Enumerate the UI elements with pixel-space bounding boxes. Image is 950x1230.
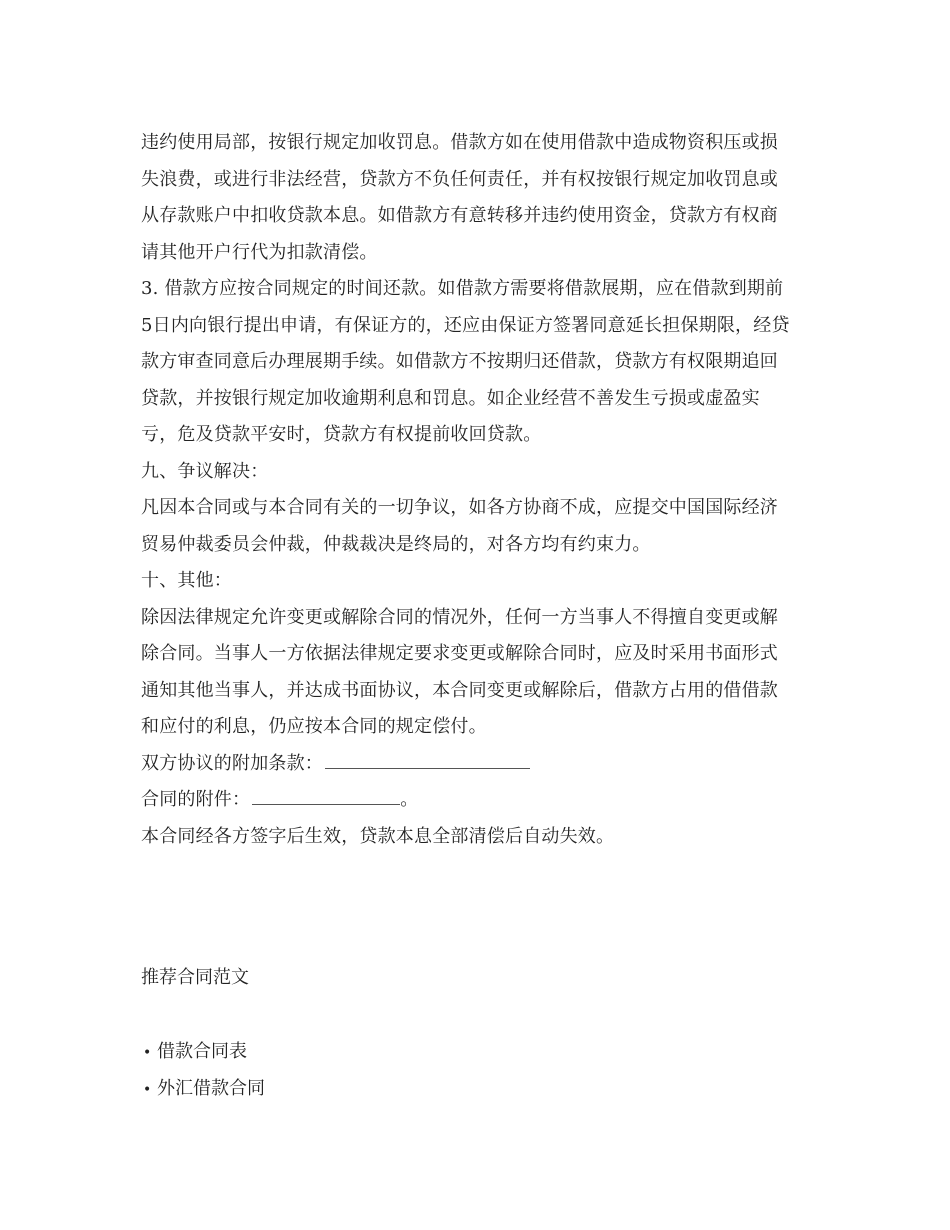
contract-body <box>141 125 821 855</box>
contract-line: 凡因本合同或与本合同有关的一切争议，如各方协商不成，应提交中国国际经济 <box>141 497 778 518</box>
recommended-item[interactable] <box>143 1034 265 1071</box>
attachments-suffix: 。 <box>400 789 419 810</box>
contract-line: 款方审查同意后办理展期手续。如借款方不按期归还借款，贷款方有权限期追回 <box>141 351 778 372</box>
contract-line: 贷款，并按银行规定加收逾期利息和罚息。如企业经营不善发生亏损或虚盈实 <box>141 387 760 409</box>
recommended-item-label: 外汇借款合同 <box>157 1078 265 1099</box>
contract-line: 通知其他当事人，并达成书面协议，本合同变更或解除后，借款方占用的借借款 <box>141 679 778 701</box>
contract-line: 违约使用局部，按银行规定加收罚息。借款方如在使用借款中造成物资积压或损 <box>141 132 778 153</box>
contract-line: 5日内向银行提出申请，有保证方的，还应由保证方签署同意延长担保期限，经贷 <box>141 314 790 336</box>
recommended-title: 推荐合同范文 <box>141 967 249 988</box>
contract-line: 亏，危及贷款平安时，贷款方有权提前收回贷款。 <box>141 424 542 445</box>
contract-line: 除因法律规定允许变更或解除合同的情况外，任何一方当事人不得擅自变更或解 <box>141 606 778 628</box>
attachments-line <box>141 782 821 819</box>
contract-line: 和应付的利息，仍应按本合同的规定偿付。 <box>141 716 487 737</box>
additional-terms-line <box>141 746 821 783</box>
recommended-item-label: 借款合同表 <box>157 1041 247 1062</box>
bullet-icon: • <box>143 1045 152 1061</box>
contract-line: 3. 借款方应按合同规定的时间还款。如借款方需要将借款展期，应在借款到期前 <box>141 278 784 299</box>
bullet-icon: • <box>143 1082 152 1098</box>
contract-line: 从存款账户中扣收贷款本息。如借款方有意转移并违约使用资金，贷款方有权商 <box>141 205 778 226</box>
recommended-list <box>143 1034 265 1108</box>
contract-line: 失浪费，或进行非法经营，贷款方不负任何责任，并有权按银行规定加收罚息或 <box>141 168 778 190</box>
attachments-blank <box>252 790 400 805</box>
additional-terms-label: 双方协议的附加条款： <box>141 752 323 774</box>
contract-line: 除合同。当事人一方依据法律规定要求变更或解除合同时，应及时采用书面形式 <box>141 643 778 664</box>
section-heading-dispute: 九、争议解决： <box>141 460 269 482</box>
contract-line: 请其他开户行代为扣款清偿。 <box>141 241 378 263</box>
additional-terms-blank <box>325 754 530 769</box>
contract-line: 贸易仲裁委员会仲裁，仲裁裁决是终局的，对各方均有约束力。 <box>141 533 651 555</box>
attachments-label: 合同的附件： <box>141 789 251 810</box>
effective-clause: 本合同经各方签字后生效，贷款本息全部清偿后自动失效。 <box>141 825 615 847</box>
recommended-item[interactable] <box>143 1071 265 1108</box>
section-heading-other: 十、其他： <box>141 570 232 591</box>
